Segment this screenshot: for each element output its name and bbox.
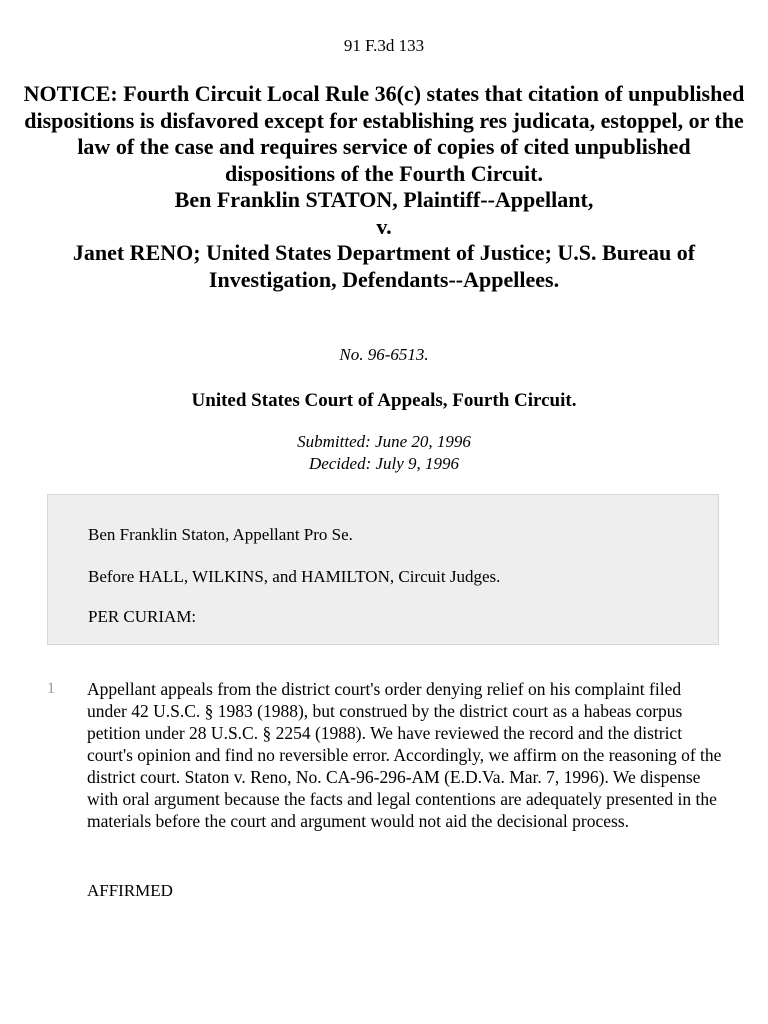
docket-number: No. 96-6513. (339, 345, 429, 364)
defendants-names: Janet RENO; United States Department of Justice; U.S. Bureau of Investigation, Defendants--Appellees. (72, 240, 696, 292)
versus-text: v. (376, 213, 392, 239)
judges-line: Before HALL, WILKINS, and HAMILTON, Circuit Judges. (88, 567, 501, 586)
case-caption (20, 81, 748, 293)
court-name: United States Court of Appeals, Fourth Circuit. (191, 390, 577, 411)
notice-text: NOTICE: Fourth Circuit Local Rule 36(c) states that citation of unpublished dispositions is disfavored except for establishing res judicata, estoppel, or the law of the case and requires service of copies of cited unpublished dispositions of the Fourth Circuit. (23, 81, 745, 186)
disposition-text: AFFIRMED (87, 881, 173, 900)
case-dates (0, 431, 768, 475)
paragraph-number: 1 (47, 680, 55, 697)
submitted-date: Submitted: June 20, 1996 (297, 432, 471, 451)
case-citation: 91 F.3d 133 (343, 36, 425, 55)
counsel-panel (47, 494, 719, 645)
paragraph-text: Appellant appeals from the district court's order denying relief on his complaint filed under 42 U.S.C. § 1983 (1988), but construed by the district court as a habeas corpus petition under 28 U.S.C. § 2254 (1988). We have reviewed the record and the district court's opinion and find no reversible error. Accordingly, we affirm on the reasoning of the district court. Staton v. Reno, No. CA-96-296-AM (E.D.Va. Mar. 7, 1996). We dispense with oral argument because the facts and legal contentions are adequately presented in the materials before the court and argument would not aid the decisional process. (87, 679, 722, 831)
appellant-counsel: Ben Franklin Staton, Appellant Pro Se. (88, 525, 353, 544)
plaintiff-name: Ben Franklin STATON, Plaintiff--Appellant, (174, 187, 594, 212)
per-curiam-label: PER CURIAM: (88, 607, 197, 626)
decided-date: Decided: July 9, 1996 (308, 454, 460, 473)
